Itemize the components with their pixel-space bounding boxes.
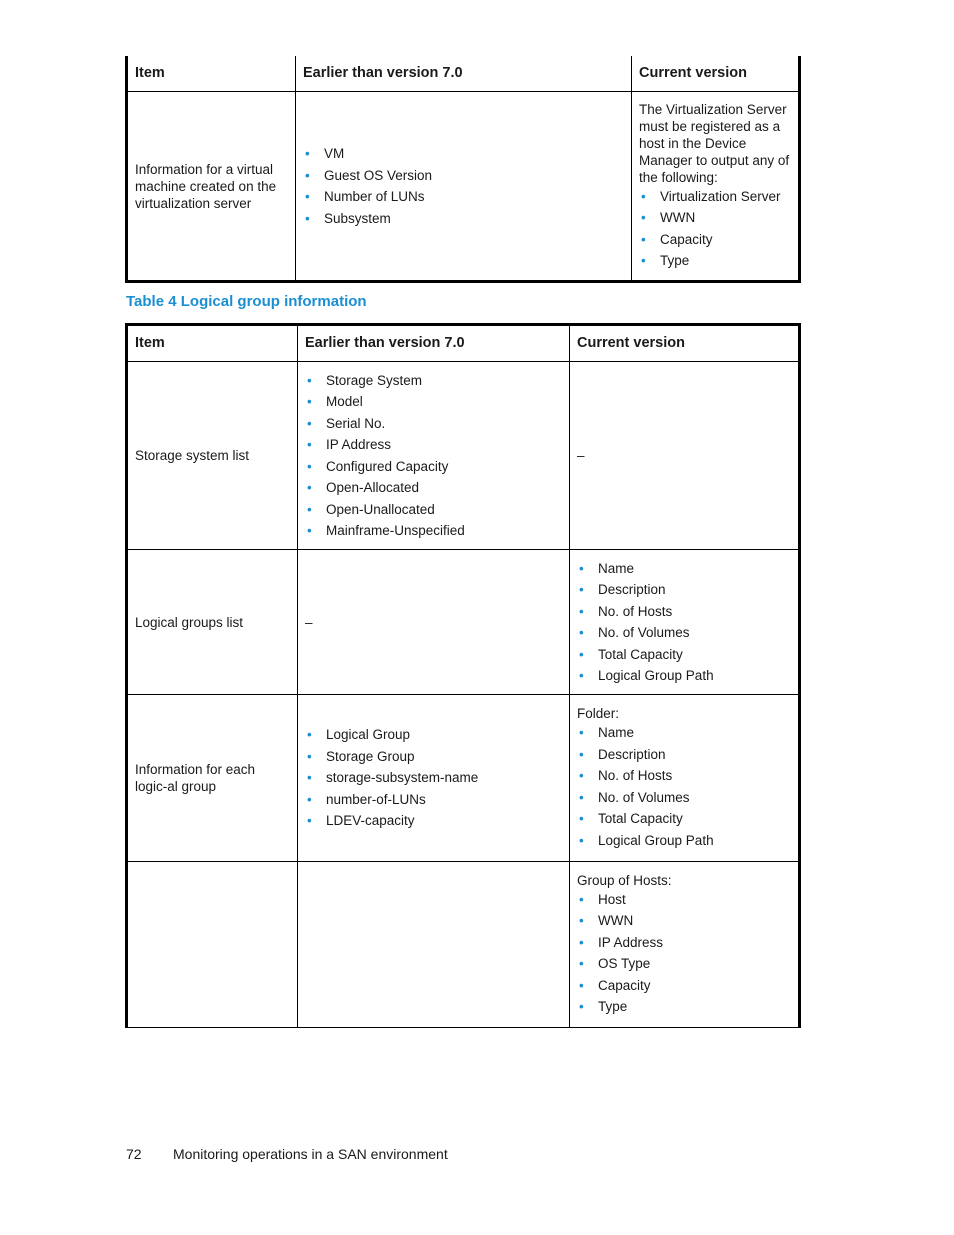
bullet-list [305, 724, 562, 832]
header-current: Current version [570, 325, 800, 362]
group-of-hosts-label: Group of Hosts: [577, 872, 672, 888]
list-item: • Description [577, 579, 791, 601]
list-item: • Name [577, 558, 791, 580]
table-header-row [127, 325, 800, 362]
row-current-cell [570, 695, 800, 862]
table-row [127, 695, 800, 862]
header-earlier: Earlier than version 7.0 [296, 56, 632, 92]
row-item-cell: Information for each logic-al group [135, 762, 256, 794]
list-item: • Number of LUNs [303, 186, 624, 208]
list-item: • No. of Volumes [577, 787, 791, 809]
row-earlier-cell [298, 862, 570, 1028]
header-item: Item [135, 65, 165, 81]
list-item: • Virtualization Server [639, 186, 791, 208]
list-item: • Host [577, 889, 791, 911]
row-earlier-cell [298, 695, 570, 862]
bullet-list [577, 889, 791, 1018]
list-item: • No. of Hosts [577, 601, 791, 623]
list-item: • Open-Allocated [305, 477, 562, 499]
row-current-cell [570, 550, 800, 695]
current-intro-text: The Virtualization Server must be registered as a host in the Device Manager to output any of the following: [639, 101, 790, 185]
list-item: • VM [303, 143, 624, 165]
list-item: • Guest OS Version [303, 165, 624, 187]
list-item: • Total Capacity [577, 808, 791, 830]
section-title: Monitoring operations in a SAN environment [173, 1146, 448, 1162]
table-row [127, 550, 800, 695]
table-row [127, 92, 800, 282]
row-earlier-cell: – [298, 550, 570, 695]
table-header-row [127, 56, 800, 92]
list-item: • IP Address [577, 932, 791, 954]
list-item: • WWN [639, 207, 791, 229]
list-item: • IP Address [305, 434, 562, 456]
list-item: • Serial No. [305, 413, 562, 435]
list-item: • Subsystem [303, 208, 624, 230]
bullet-list [577, 558, 791, 687]
row-item-cell: Storage system list [135, 448, 250, 463]
bullet-list [305, 370, 562, 542]
list-item: • No. of Volumes [577, 622, 791, 644]
list-item: • Logical Group [305, 724, 562, 746]
list-item: • Storage System [305, 370, 562, 392]
page-footer [126, 1146, 448, 1162]
header-item: Item [135, 335, 165, 351]
bullet-list [639, 186, 791, 272]
list-item: • Configured Capacity [305, 456, 562, 478]
row-earlier-cell [296, 92, 632, 282]
row-current-cell: – [570, 362, 800, 550]
header-earlier: Earlier than version 7.0 [298, 325, 570, 362]
bullet-list [303, 143, 624, 229]
list-item: • Logical Group Path [577, 665, 791, 687]
row-item-cell: Logical groups list [135, 614, 244, 630]
list-item: • WWN [577, 910, 791, 932]
row-item-cell: Information for a virtual machine created on the virtualization server [135, 161, 277, 211]
list-item: • Total Capacity [577, 644, 791, 666]
list-item: • Logical Group Path [577, 830, 791, 852]
row-current-cell [570, 862, 800, 1028]
row-current-cell [632, 92, 800, 282]
table-virtual-machine-info [125, 56, 801, 283]
list-item: • Open-Unallocated [305, 499, 562, 521]
folder-label: Folder: [577, 706, 620, 721]
page-number: 72 [126, 1146, 142, 1162]
table-row [127, 362, 800, 550]
list-item: • Capacity [577, 975, 791, 997]
row-item-cell [127, 862, 298, 1028]
list-item: • Type [577, 996, 791, 1018]
list-item: • number-of-LUNs [305, 789, 562, 811]
list-item: • Description [577, 744, 791, 766]
list-item: • Storage Group [305, 746, 562, 768]
header-current: Current version [632, 56, 800, 92]
list-item: • OS Type [577, 953, 791, 975]
list-item: • Capacity [639, 229, 791, 251]
table-logical-group-info [125, 323, 801, 1028]
table-row [127, 862, 800, 1028]
list-item: • storage-subsystem-name [305, 767, 562, 789]
list-item: • Name [577, 722, 791, 744]
table-caption: Table 4 Logical group information [126, 293, 367, 310]
list-item: • Type [639, 250, 791, 272]
list-item: • Mainframe-Unspecified [305, 520, 562, 542]
bullet-list [577, 722, 791, 851]
row-earlier-cell [298, 362, 570, 550]
list-item: • Model [305, 391, 562, 413]
list-item: • No. of Hosts [577, 765, 791, 787]
list-item: • LDEV-capacity [305, 810, 562, 832]
